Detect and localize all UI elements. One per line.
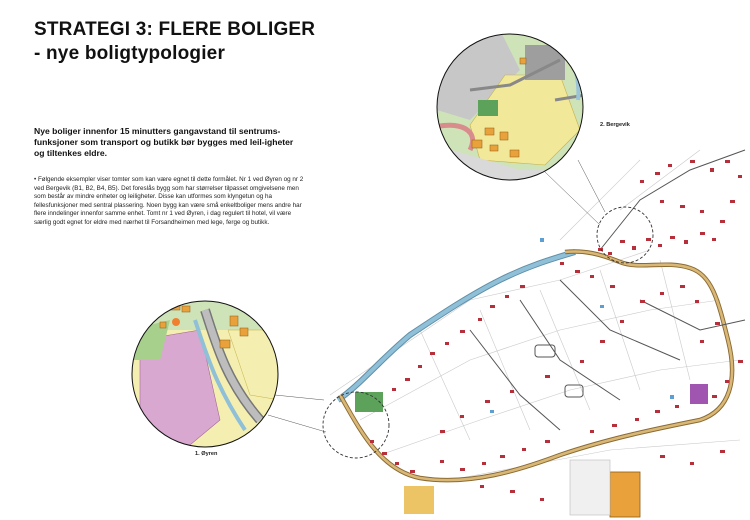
bergevik-zoom bbox=[430, 30, 590, 190]
school-zone bbox=[610, 472, 640, 517]
buildings bbox=[370, 160, 743, 501]
lead-paragraph: Nye boliger innenfor 15 minutters gangavstand til sentrums-funksjoner som transport og butikk bør bygges med leil-igheter og tiltenkes eldre. bbox=[34, 126, 294, 159]
bergevik-label: 2. Bergevik bbox=[600, 122, 630, 128]
main-road-outline bbox=[340, 251, 732, 480]
bergevik-marker bbox=[597, 207, 653, 263]
page-title bbox=[34, 18, 315, 66]
bergevik-leader-line bbox=[578, 160, 605, 212]
main-road bbox=[340, 251, 732, 480]
residential-zone-south bbox=[404, 486, 434, 514]
oyren-zoom bbox=[130, 300, 280, 450]
title-line-1: STRATEGI 3: FLERE BOLIGER bbox=[34, 19, 316, 40]
oyren-leader-line bbox=[275, 395, 324, 400]
title-line-2: - nye boligtypologier bbox=[34, 43, 226, 64]
open-area bbox=[570, 460, 610, 515]
green-zone bbox=[355, 392, 383, 412]
main-map bbox=[330, 150, 745, 517]
oyren-label: 1. Øyren bbox=[195, 451, 218, 457]
river-outline bbox=[338, 252, 575, 400]
commercial-zone bbox=[690, 384, 708, 404]
river bbox=[338, 252, 575, 400]
parcel-lines bbox=[330, 150, 740, 480]
body-paragraph: • Følgende eksempler viser tomter som kan være egnet til dette formålet. Nr 1 ved Øyren og nr 2 ved Bergevik (B1, B2, B4, B5). Det foreslås bygg som har størrelser tilpasset omgivelsene men som består av mindre enheter og leiligheter. Disse kan utformes som klyngetun og ha fellesfunksjoner med sentral plassering. Noen bygg kan være små enkeltboliger mens andre har flere inndelinger innenfor samme enhet. Tomt nr 1 ved Øyren, i dag regulert til hotel, vil være særlig godt egnet for eldre med nærhet til Forsandheimen med lege, ferge og butikk. bbox=[34, 176, 304, 226]
